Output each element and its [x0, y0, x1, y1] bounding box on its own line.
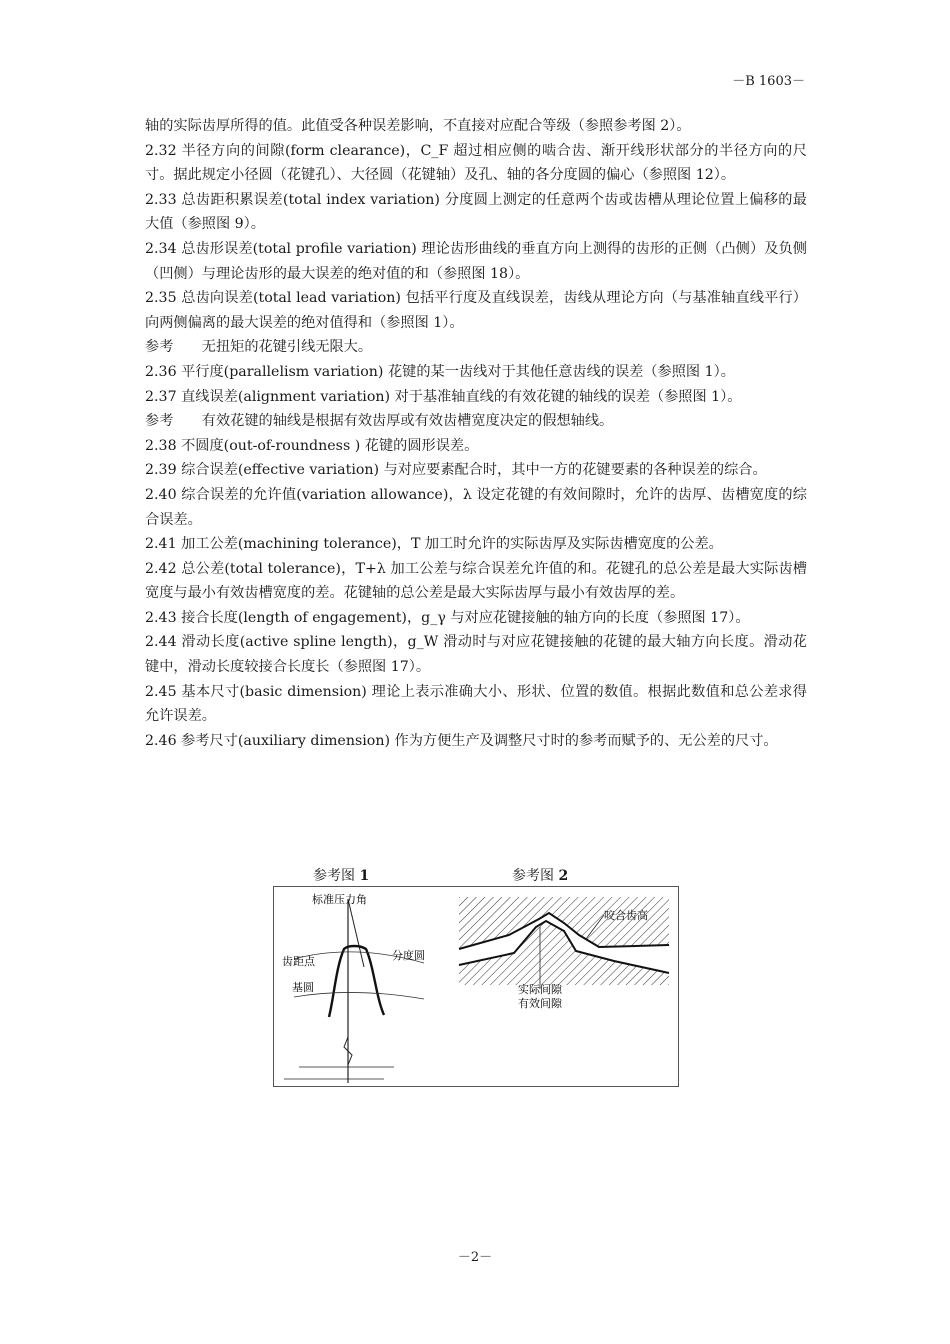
paragraph: 2.32 半径方向的间隙(form clearance)，C_F 超过相应侧的啮合齿、渐开线形状部分的半径方向的尺寸。据此规定小径圆（花键孔）、大径圆（花键轴）及孔、轴的各分度圆的偏心（参照图 12）。	[145, 142, 807, 184]
label-bite-height: 咬合齿高	[604, 909, 648, 922]
label-effective-clearance: 有效间隙	[518, 997, 562, 1010]
figure-1-title-text: 参考图	[313, 868, 360, 884]
paragraph: 2.40 综合误差的允许值(variation allowance)，λ 设定花键的有效间隙时，允许的齿厚、齿槽宽度的综合误差。	[145, 486, 807, 528]
figure-2-title	[512, 865, 568, 885]
paragraph: 2.39 综合误差(effective variation) 与对应要素配合时，其中一方的花键要素的各种误差的综合。	[145, 462, 767, 479]
label-pressure-angle: 标准压力角	[312, 893, 367, 906]
page-header: －B 1603－	[732, 74, 805, 89]
figure-2-title-text: 参考图	[512, 868, 559, 884]
paragraph: 2.43 接合长度(length of engagement)，g_γ 与对应花键接触的轴方向的长度（参照图 17）。	[145, 609, 750, 626]
pressure-angle-line	[348, 899, 364, 967]
body-text	[145, 114, 807, 753]
figure-box	[273, 886, 679, 1087]
page-number: －2－	[457, 1250, 493, 1265]
tooth-profile	[329, 946, 384, 1017]
paragraph: 2.34 总齿形误差(total profile variation) 理论齿形曲线的垂直方向上测得的齿形的正侧（凸侧）及负侧（凹侧）与理论齿形的最大误差的绝对值的和（参照图 18）。	[145, 240, 807, 282]
label-base-circle: 基圆	[292, 981, 314, 994]
figure-1-title-number: 1	[359, 868, 370, 884]
label-pitch-circle: 分度圆	[392, 949, 425, 962]
paragraph: 2.35 总齿向误差(total lead variation) 包括平行度及直线误差，齿线从理论方向（与基准轴直线平行）向两侧偏离的最大误差的绝对值得和（参照图 1）。	[145, 290, 807, 331]
paragraph: 轴的实际齿厚所得的值。此值受各种误差影响，不直接对应配合等级（参照参考图 2）。	[145, 118, 691, 134]
paragraph: 2.33 总齿距积累误差(total index variation) 分度圆上测定的任意两个齿或齿槽从理论位置上偏移的最大值（参照图 9）。	[145, 191, 807, 233]
paragraph: 2.38 不圆度(out-of-roundness ) 花键的圆形误差。	[145, 437, 479, 454]
paragraph: 2.45 基本尺寸(basic dimension) 理论上表示准确大小、形状、位置的数值。根据此数值和总公差求得允许误差。	[145, 683, 807, 725]
figure-1-drawing	[282, 892, 425, 1083]
paragraph: 2.41 加工公差(machining tolerance)，T 加工时允许的实际齿厚及实际齿槽宽度的公差。	[145, 536, 723, 553]
figure-2-drawing	[459, 897, 669, 1010]
figure-2-title-number: 2	[558, 868, 569, 884]
paragraph: 2.37 直线误差(alignment variation) 对于基准轴直线的有效花键的轴线的误差（参照图 1）。	[145, 388, 742, 405]
paragraph: 2.36 平行度(parallelism variation) 花键的某一齿线对于其他任意齿线的误差（参照图 1）。	[145, 363, 735, 380]
label-actual-clearance: 实际间隙	[518, 983, 562, 996]
reference-figures-svg	[274, 887, 678, 1086]
reference-note: 参考 有效花键的轴线是根据有效齿厚或有效齿槽宽度决定的假想轴线。	[145, 413, 614, 430]
figure-1-title	[313, 865, 369, 885]
paragraph: 2.46 参考尺寸(auxiliary dimension) 作为方便生产及调整尺寸时的参考而赋予的、无公差的尺寸。	[145, 732, 778, 749]
paragraph: 2.42 总公差(total tolerance)，T+λ 加工公差与综合误差允许值的和。花键孔的总公差是最大实际齿槽宽度与最小有效齿槽宽度的差。花键轴的总公差是最大实际齿厚与最小有效齿厚的差。	[145, 560, 807, 602]
label-pitch-point: 齿距点	[282, 955, 315, 968]
paragraph: 2.44 滑动长度(active spline length)，g_W 滑动时与对应花键接触的花键的最大轴方向长度。滑动花键中，滑动长度较接合长度长（参照图 17）。	[145, 634, 807, 676]
reference-note: 参考 无扭矩的花键引线无限大。	[145, 339, 373, 356]
